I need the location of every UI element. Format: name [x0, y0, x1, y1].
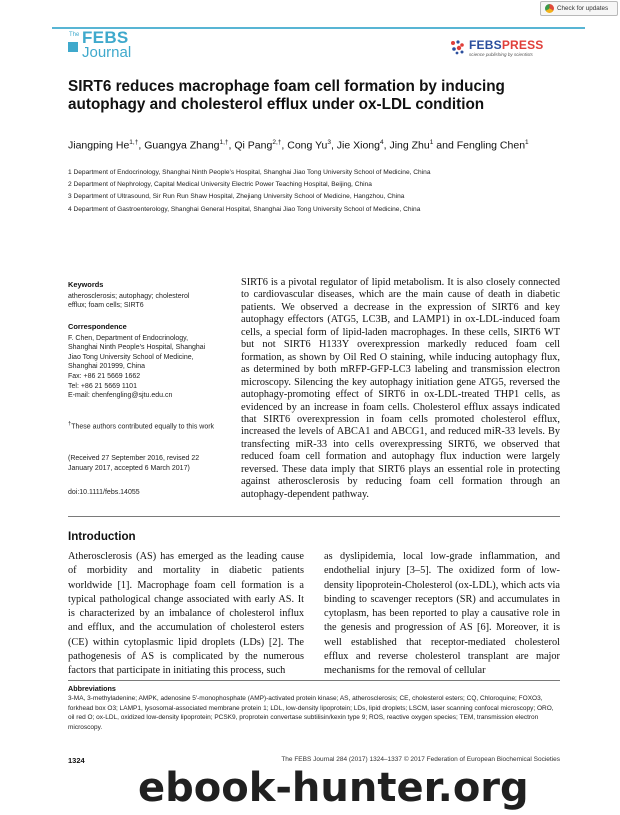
- author-name: Jie Xiong: [336, 139, 380, 152]
- page-number: 1324: [68, 756, 85, 765]
- author-affiliation-mark: 1,†: [219, 139, 229, 146]
- abbreviations-heading: Abbreviations: [68, 684, 116, 693]
- article-title: SIRT6 reduces macrophage foam cell formation by inducing autophagy and cholesterol efflux under ox-LDL condition: [68, 78, 505, 113]
- introduction-right-column: as dyslipidemia, local low-grade inflammation, and endothelial injury [3–5]. The oxidized form of low-density lipoprotein-Cholesterol (ox-LDL), which acts via binding to scavenger receptors (SR) and accumulates in cytoplasm, has been reported to play a causative role in the genesis and progression of AS [6]. Moreover, it is well established that receptor-mediated cholesterol efflux and reverse cholesterol transplant are major mechanisms for the removal of cellular: [324, 551, 560, 677]
- logo-prefix: The: [69, 32, 80, 38]
- author-affiliation-mark: 1: [429, 139, 434, 146]
- affiliation-item: 2 Department of Nephrology, Capital Medical University Electric Power Teaching Hospital, Beijing, China: [68, 181, 372, 189]
- introduction-heading: Introduction: [68, 530, 136, 543]
- received-dates: [68, 454, 228, 473]
- logo-name: FEBS: [82, 28, 129, 47]
- equal-contribution-footnote: [68, 420, 228, 432]
- correspondence-section: [68, 322, 228, 401]
- press-tagline: science publishing by scientists: [469, 52, 533, 57]
- logo-square-icon: [68, 42, 78, 52]
- correspondence-line: Shanghai Ninth People’s Hospital, Shanghai: [68, 344, 206, 352]
- febs-press-logo: [449, 38, 559, 62]
- received-line: (Received 27 September 2016, revised 22: [68, 455, 200, 462]
- abbreviations-divider: [68, 680, 560, 681]
- doi[interactable]: doi:10.1111/febs.14055: [68, 489, 140, 496]
- footer-citation: The FEBS Journal 284 (2017) 1324–1337 © 2017 Federation of European Biochemical Societies: [281, 756, 560, 763]
- footnote-text: These authors contributed equally to this work: [71, 423, 215, 431]
- correspondence-line: F. Chen, Department of Endocrinology,: [68, 334, 189, 342]
- author-name: Guangya Zhang: [144, 139, 220, 152]
- footnote-dagger: †: [68, 421, 72, 427]
- author-name: Jing Zhu: [389, 139, 430, 152]
- press-wordmark: [469, 38, 544, 52]
- correspondence-heading: Correspondence: [68, 322, 127, 331]
- intro-divider: [68, 516, 560, 517]
- check-for-updates-label: Check for updates: [557, 5, 609, 12]
- author-affiliation-mark: 1: [525, 139, 529, 146]
- febs-journal-logo: [68, 30, 150, 70]
- press-wordmark-press: PRESS: [501, 38, 544, 52]
- abstract-text: SIRT6 is a pivotal regulator of lipid metabolism. It is also closely connected to cardiovascular diseases, which are the main cause of death in diabetic patients. We observed a decrease in the expression of SIRT6 and key autophagy effectors (ATG5, LC3B, and LAMP1) in ox-LDL-induced foam cells, a special form of lipid-laden macrophages. In these cells, SIRT6 WT but not SIRT6 H133Y overexpression markedly reduced foam cell formation, as shown by Oil Red O staining, while inducing autophagy flux, as determined by both mRFP-GFP-LC3 labeling and transmission electron microscopy. Silencing the key autophagy initiation gene ATG5, reversed the autophagy-promoting effect of SIRT6 in ox-LDL-treated THP1 cells, as evidenced by an increase in foam cells. Cholesterol efflux assays indicated that SIRT6 overexpression in foam cells promoted cholesterol efflux, increased the levels of ABCA1 and ABCG1, and reduced miR-33 levels. By transfecting miR-33 into cells overexpressing SIRT6, we observed that reduced foam cell formation and autophagy flux induction were largely reversed. These data imply that SIRT6 plays an essential role in protecting against atherosclerosis by reducing foam cell formation through an autophagy-dependent pathway.: [241, 277, 560, 500]
- correspondence-line: Shanghai 201999, China: [68, 363, 146, 371]
- watermark: ebook-hunter.org: [138, 765, 529, 811]
- author-list: Jiangping $He^{1,\dagger}$, Guangya Zhang$^{1,\dagger}$, Qi Pang$^{2,\dagger}$, Cong Yu$^3$, Jie Xiong$^4$, Jing Zhu$^1$ and Fengling Chen$^1$: [68, 139, 529, 152]
- logo-suffix: Journal: [82, 44, 132, 61]
- keywords-line: atherosclerosis; autophagy; cholesterol: [68, 292, 190, 300]
- author-affiliation-mark: 1,†: [129, 139, 139, 146]
- keywords-line: efflux; foam cells; SIRT6: [68, 302, 144, 310]
- correspondence-line: Jiao Tong University School of Medicine,: [68, 353, 194, 361]
- affiliation-item: 1 Department of Endocrinology, Shanghai Ninth People’s Hospital, Shanghai Jiao Tong University School of Medicine, China: [68, 169, 431, 176]
- affiliation-list: [68, 167, 568, 216]
- keywords-heading: Keywords: [68, 280, 104, 289]
- correspondence-tel: Tel: +86 21 5669 1101: [68, 382, 137, 390]
- received-line: January 2017, accepted 6 March 2017): [68, 464, 190, 472]
- affiliation-item: 3 Department of Ultrasound, Sir Run Run Shaw Hospital, Zhejiang University School of Medicine, Hangzhou, China: [68, 193, 405, 201]
- author-affiliation-mark: 4: [380, 139, 384, 146]
- author-name: Qi Pang: [234, 139, 273, 152]
- correspondence-fax: Fax: +86 21 5669 1662: [68, 372, 141, 380]
- update-check-icon: [545, 4, 554, 13]
- press-wordmark-febs: FEBS: [469, 38, 502, 52]
- keywords-section: [68, 280, 228, 311]
- author-affiliation-mark: 3: [327, 139, 331, 146]
- introduction-left-column: Atherosclerosis (AS) has emerged as the leading cause of morbidity and mortality in diabetic patients worldwide [1]. Macrophage foam cell formation is a typical pathological change associated with early AS. It is characterized by an imbalance of cholesterol influx and efflux, and the accumulation of cholesterol esters (CE) within cytoplasmic lipid droplets (LDs) [2]. The pathogenesis of AS is complicated by the numerous factors that participate in initiating this process, such: [68, 551, 304, 677]
- header-accent-rule: [52, 27, 585, 29]
- affiliation-item: 4 Department of Gastroenterology, Shanghai General Hospital, Shanghai Jiao Tong University School of Medicine, China: [68, 205, 421, 213]
- correspondence-email[interactable]: E-mail: chenfengling@sjtu.edu.cn: [68, 392, 173, 400]
- author-name: Jiangping He: [68, 139, 130, 152]
- author-name: Fengling Chen: [456, 139, 526, 152]
- febs-press-dots-icon: [449, 39, 465, 55]
- check-for-updates-button[interactable]: [540, 1, 618, 16]
- abbreviations-text: 3-MA, 3-methyladenine; AMPK, adenosine 5′-monophosphate (AMP)-activated protein kinase; AS, atherosclerosis; CE, cholesterol esters; CQ, Chloroquine; FOXO3, forkhead box O3; LAMP1, lysosomal-associated membrane protein 1; LDL, low-density lipoprotein; LDs, lipid droplets; LSCM, laser scanning confocal microscopy; ORO, oil red O; ox-LDL, oxidized low-density lipoprotein; PCSK9, proprotein convertase subtilisin/kexin type 9; ROS, reactive oxygen species; TEM, transmission electron microscopy.: [68, 695, 554, 731]
- author-affiliation-mark: 2,†: [272, 139, 282, 146]
- author-name: Cong Yu: [287, 139, 328, 152]
